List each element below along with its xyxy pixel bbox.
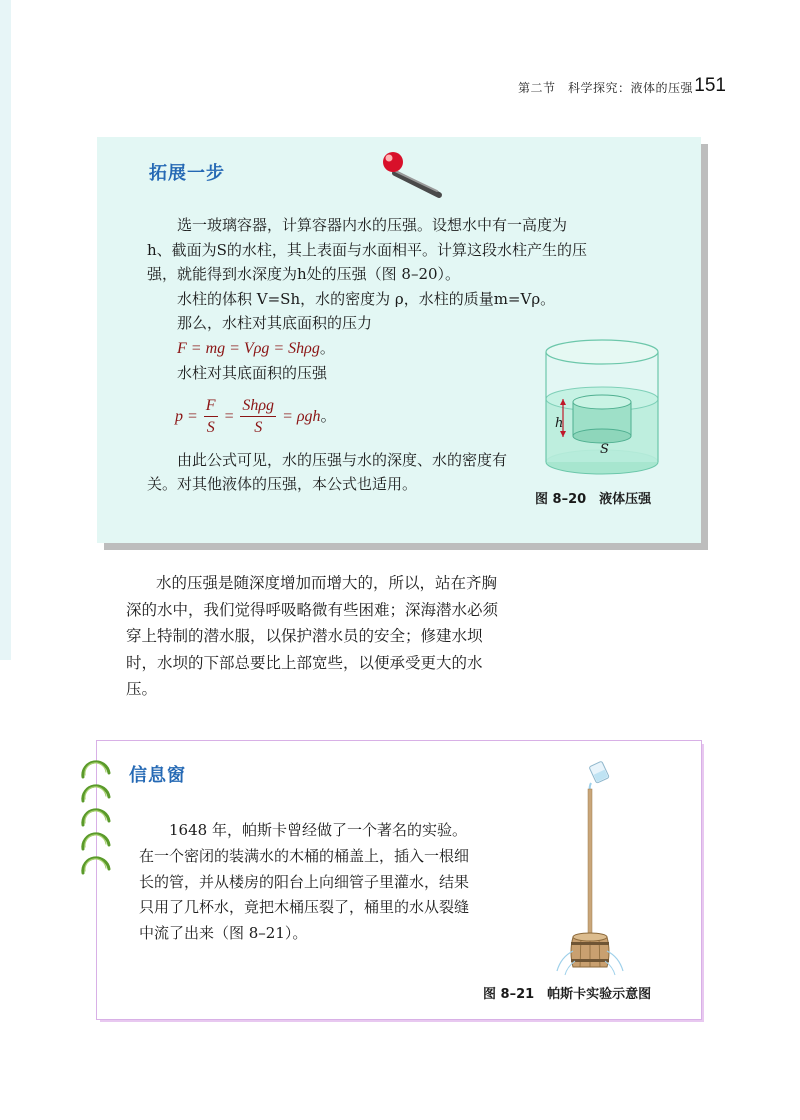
figure-8-20-caption: 图 8–20 液体压强 xyxy=(535,492,652,507)
pressure-label: 水柱对其底面积的压强 xyxy=(177,364,328,382)
binder-rings-icon xyxy=(79,757,115,897)
formula-lhs: p = xyxy=(175,408,198,426)
force-formula xyxy=(147,336,587,362)
fraction-f-over-s xyxy=(204,396,218,439)
fraction-denominator: S xyxy=(254,419,263,436)
fraction-numerator: Shρg xyxy=(240,396,276,417)
fraction-numerator: F xyxy=(204,396,218,417)
extension-paragraph: 那么，水柱对其底面积的压力 xyxy=(177,314,373,332)
figure-s-label: S xyxy=(600,442,609,457)
figure-8-21-caption: 图 8–21 帕斯卡实验示意图 xyxy=(483,987,652,1002)
body-paragraph-text: 水的压强是随深度增加而增大的，所以，站在齐胸深的水中，我们觉得呼吸略微有些困难；深海潜水必须穿上特制的潜水服，以保护潜水员的安全；修建水坝时，水坝的下部总要比上部宽些，以便承受更大的水压。 xyxy=(126,574,499,698)
fraction-denominator: S xyxy=(206,419,215,436)
info-window-content xyxy=(139,818,469,947)
extension-box xyxy=(97,137,701,543)
info-window xyxy=(96,740,702,1020)
formula-rhs: = ρgh xyxy=(282,408,321,426)
extension-paragraph: 水柱的体积 V=Sh，水的密度为 ρ，水柱的质量m=Vρ。 xyxy=(177,289,556,308)
info-window-text: 1648 年，帕斯卡曾经做了一个著名的实验。在一个密闭的装满水的木桶的桶盖上，插入一根细长的管，并从楼房的阳台上向细管子里灌水，结果只用了几杯水，竟把木桶压裂了，桶里的水从裂缝中流了出来（图 8–21）。 xyxy=(139,821,470,943)
page-number: 151 xyxy=(694,75,726,96)
section-title: 第二节 科学探究：液体的压强 xyxy=(518,81,694,95)
info-window-title: 信息窗 xyxy=(129,765,186,786)
formula-equals: = xyxy=(223,408,235,426)
extension-conclusion: 由此公式可见，水的压强与水的深度、水的密度有关。对其他液体的压强，本公式也适用。 xyxy=(147,450,508,493)
extension-content xyxy=(147,213,587,497)
page-header xyxy=(470,76,732,100)
pascal-barrel-figure xyxy=(537,761,667,986)
pushpin-icon xyxy=(381,149,445,201)
force-formula-text: F = mg = Vρg = Shρg xyxy=(177,339,320,357)
force-formula-end: 。 xyxy=(319,338,335,357)
page-edge-strip xyxy=(0,0,11,660)
fraction-shrhog-over-s xyxy=(240,396,276,439)
extension-title: 拓展一步 xyxy=(149,163,225,184)
body-paragraph xyxy=(126,570,508,703)
pressure-formula xyxy=(175,388,587,448)
figure-h-label: h xyxy=(555,416,564,431)
extension-paragraph: 选一玻璃容器，计算容器内水的压强。设想水中有一高度为h、截面为S的水柱，其上表面与水面相平。计算这段水柱产生的压强，就能得到水深度为h处的压强（图 8–20）。 xyxy=(147,216,587,283)
formula-end: 。 xyxy=(320,408,337,426)
